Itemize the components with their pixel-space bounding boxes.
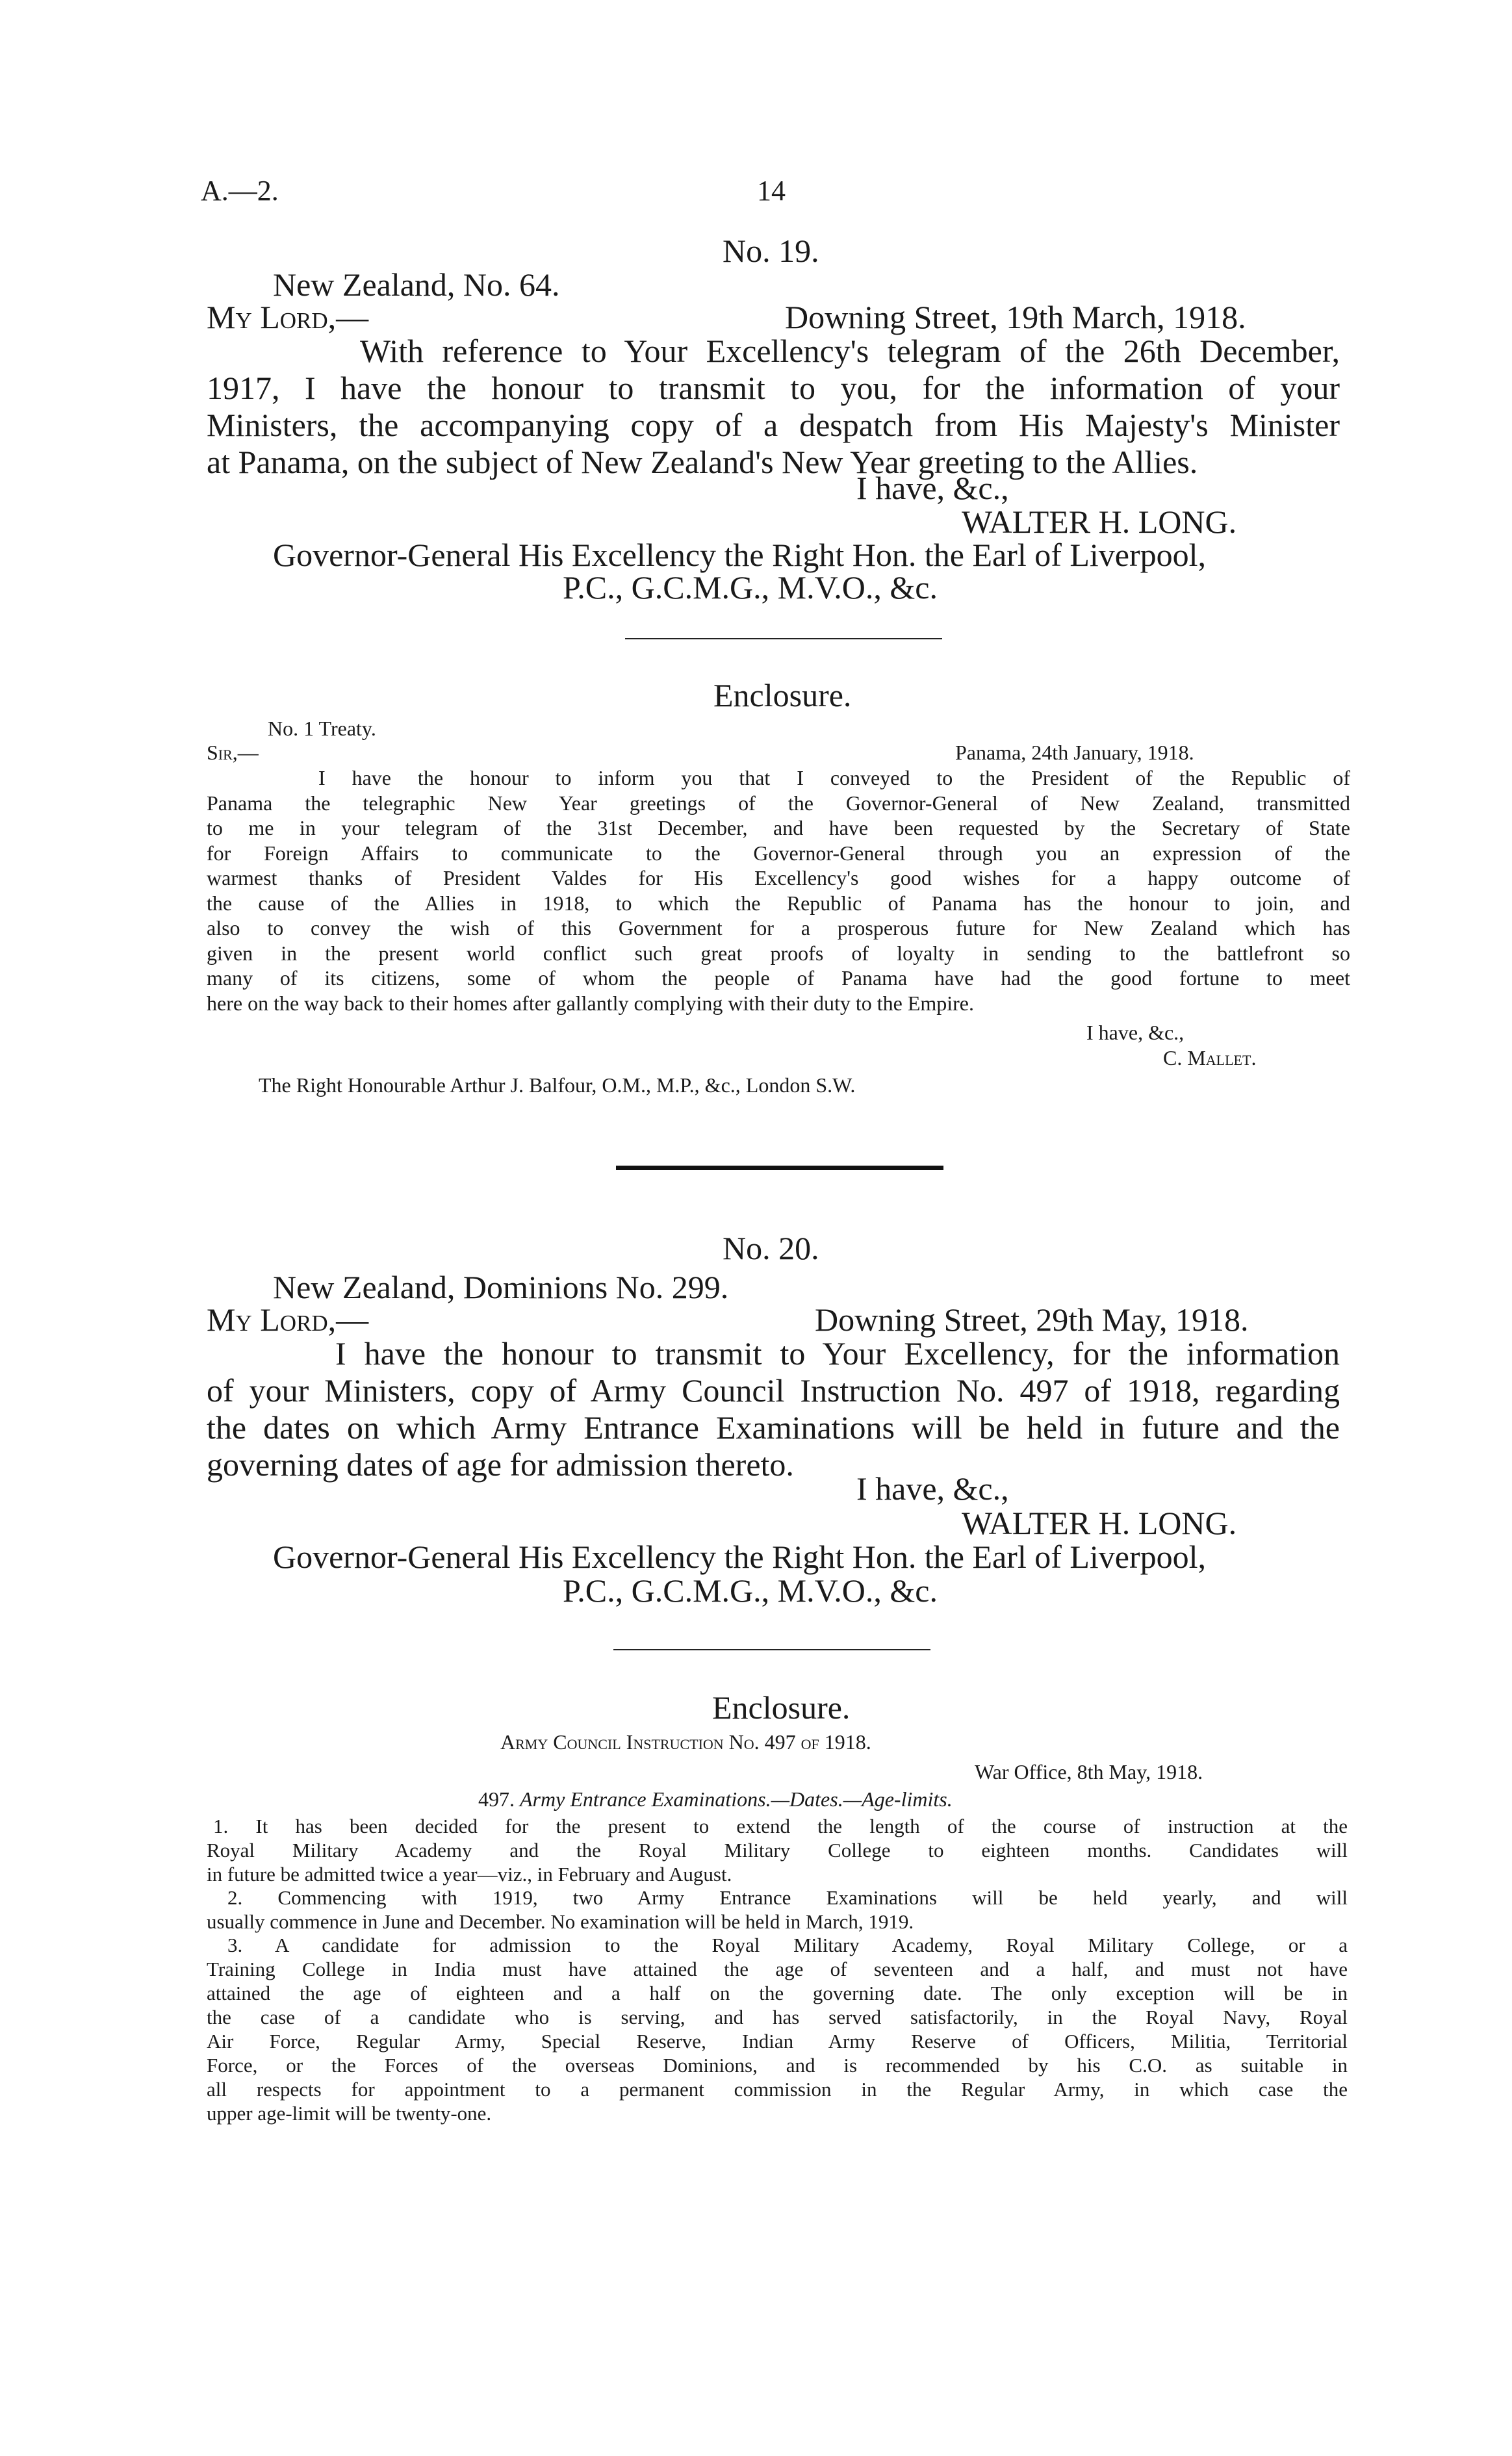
body-line: Panama the telegraphic New Year greetings of the Governor-General of New Zealand, transmitted <box>207 791 1350 815</box>
paragraph-1 <box>207 1814 1348 1886</box>
body-line: governing dates of age for admission thereto. <box>207 1446 794 1483</box>
signature: WALTER H. LONG. <box>962 1505 1237 1541</box>
place-date: War Office, 8th May, 1918. <box>975 1760 1203 1784</box>
paragraph-line: Force, or the Forces of the overseas Dominions, and is recommended by his C.O. as suitable in <box>207 2054 1348 2077</box>
body-line: given in the present world conflict such great proofs of loyalty in sending to the battlefront so <box>207 941 1350 965</box>
despatch-number: No. 20. <box>723 1230 819 1266</box>
addressee: The Right Honourable Arthur J. Balfour, O.M., M.P., &c., London S.W. <box>259 1073 856 1097</box>
subheading-number: 497. <box>478 1787 515 1811</box>
body-line: at Panama, on the subject of New Zealand's New Year greeting to the Allies. <box>207 444 1198 480</box>
subheading <box>478 1787 953 1812</box>
body-line: here on the way back to their homes after gallantly complying with their duty to the Empire. <box>207 991 974 1015</box>
signature: WALTER H. LONG. <box>962 504 1237 540</box>
addressee-line-2: P.C., G.C.M.G., M.V.O., &c. <box>563 1572 938 1609</box>
body-line: 1917, I have the honour to transmit to you, for the information of your <box>207 370 1340 406</box>
paragraph-line: 1. It has been decided for the present to extend the length of the course of instruction at the <box>213 1815 1348 1837</box>
place-date: Panama, 24th January, 1918. <box>955 741 1194 764</box>
colony-reference: New Zealand, No. 64. <box>273 266 560 303</box>
paragraph-line: Training College in India must have attained the age of seventeen and a half, and must not have <box>207 1958 1348 1980</box>
body-line: for Foreign Affairs to communicate to the Governor-General through you an expression of the <box>207 841 1350 865</box>
salutation: My Lord,— <box>207 299 369 335</box>
paragraph-line: attained the age of eighteen and a half on the governing date. The only exception will be in <box>207 1982 1348 2004</box>
body-line: warmest thanks of President Valdes for His Excellency's good wishes for a happy outcome of <box>207 866 1350 889</box>
paragraph-line: in future be admitted twice a year—viz., in February and August. <box>207 1863 732 1886</box>
body-line: also to convey the wish of this Government for a prosperous future for New Zealand which has <box>207 916 1350 940</box>
addressee-line-2: P.C., G.C.M.G., M.V.O., &c. <box>563 569 938 606</box>
body-line: I have the honour to inform you that I conveyed to the President of the Republic of <box>318 766 1350 789</box>
paragraph-line: 3. A candidate for admission to the Royal Military Academy, Royal Military College, or a <box>227 1934 1348 1956</box>
enclosure-heading: Enclosure. <box>713 677 852 713</box>
enclosure-body <box>207 765 1350 1016</box>
signature: C. Mallet. <box>1163 1046 1257 1069</box>
paragraph-line: all respects for appointment to a permanent commission in the Regular Army, in which case the <box>207 2078 1348 2101</box>
page-number: 14 <box>757 175 786 207</box>
separator-rule <box>625 638 942 639</box>
body-line: With reference to Your Excellency's telegram of the 26th December, <box>360 333 1340 369</box>
closing: I have, &c., <box>856 1470 1009 1507</box>
place-date: Downing Street, 19th March, 1918. <box>785 299 1246 335</box>
addressee-line-1: Governor-General His Excellency the Right Hon. the Earl of Liverpool, <box>273 1539 1207 1575</box>
despatch-number: No. 19. <box>723 233 819 269</box>
paragraph-line: upper age-limit will be twenty-one. <box>207 2102 492 2125</box>
body-line: I have the honour to transmit to Your Excellency, for the information <box>335 1335 1340 1372</box>
body-line: many of its citizens, some of whom the people of Panama have had the good fortune to meet <box>207 966 1350 990</box>
paragraph-3 <box>207 1933 1348 2125</box>
instruction-title: Army Council Instruction No. 497 of 1918. <box>500 1730 871 1754</box>
body-line: of your Ministers, copy of Army Council Instruction No. 497 of 1918, regarding <box>207 1372 1340 1409</box>
section-divider <box>616 1166 943 1170</box>
body-line: the cause of the Allies in 1918, to which the Republic of Panama has the honour to join, and <box>207 891 1350 915</box>
paragraph-line: the case of a candidate who is serving, and has served satisfactorily, in the Royal Navy, Royal <box>207 2006 1348 2028</box>
despatch-body <box>207 333 1340 481</box>
closing: I have, &c., <box>856 470 1009 506</box>
body-line: to me in your telegram of the 31st December, and have been requested by the Secretary of State <box>207 816 1350 839</box>
addressee-line-1: Governor-General His Excellency the Right Hon. the Earl of Liverpool, <box>273 537 1207 573</box>
paragraph-line: usually commence in June and December. No examination will be held in March, 1919. <box>207 1910 914 1933</box>
paragraph-2 <box>207 1886 1348 1934</box>
closing: I have, &c., <box>1086 1021 1185 1044</box>
colony-reference: New Zealand, Dominions No. 299. <box>273 1269 729 1305</box>
salutation: My Lord,— <box>207 1301 369 1338</box>
page-reference: A.—2. <box>201 175 279 207</box>
enclosure-heading: Enclosure. <box>712 1689 851 1726</box>
despatch-body <box>207 1335 1340 1483</box>
paragraph-line: Royal Military Academy and the Royal Military College to eighteen months. Candidates will <box>207 1839 1348 1861</box>
body-line: Ministers, the accompanying copy of a despatch from His Majesty's Minister <box>207 407 1340 443</box>
salutation: Sir,— <box>207 741 259 764</box>
paragraph-line: Air Force, Regular Army, Special Reserve, Indian Army Reserve of Officers, Militia, Territorial <box>207 2030 1348 2053</box>
body-line: the dates on which Army Entrance Examinations will be held in future and the <box>207 1409 1340 1446</box>
separator-rule <box>613 1649 930 1650</box>
treaty-reference: No. 1 Treaty. <box>268 717 376 740</box>
place-date: Downing Street, 29th May, 1918. <box>815 1301 1249 1338</box>
paragraph-line: 2. Commencing with 1919, two Army Entrance Examinations will be held yearly, and will <box>227 1886 1348 1909</box>
subheading-text: Army Entrance Examinations.—Dates.—Age-limits. <box>520 1787 953 1811</box>
